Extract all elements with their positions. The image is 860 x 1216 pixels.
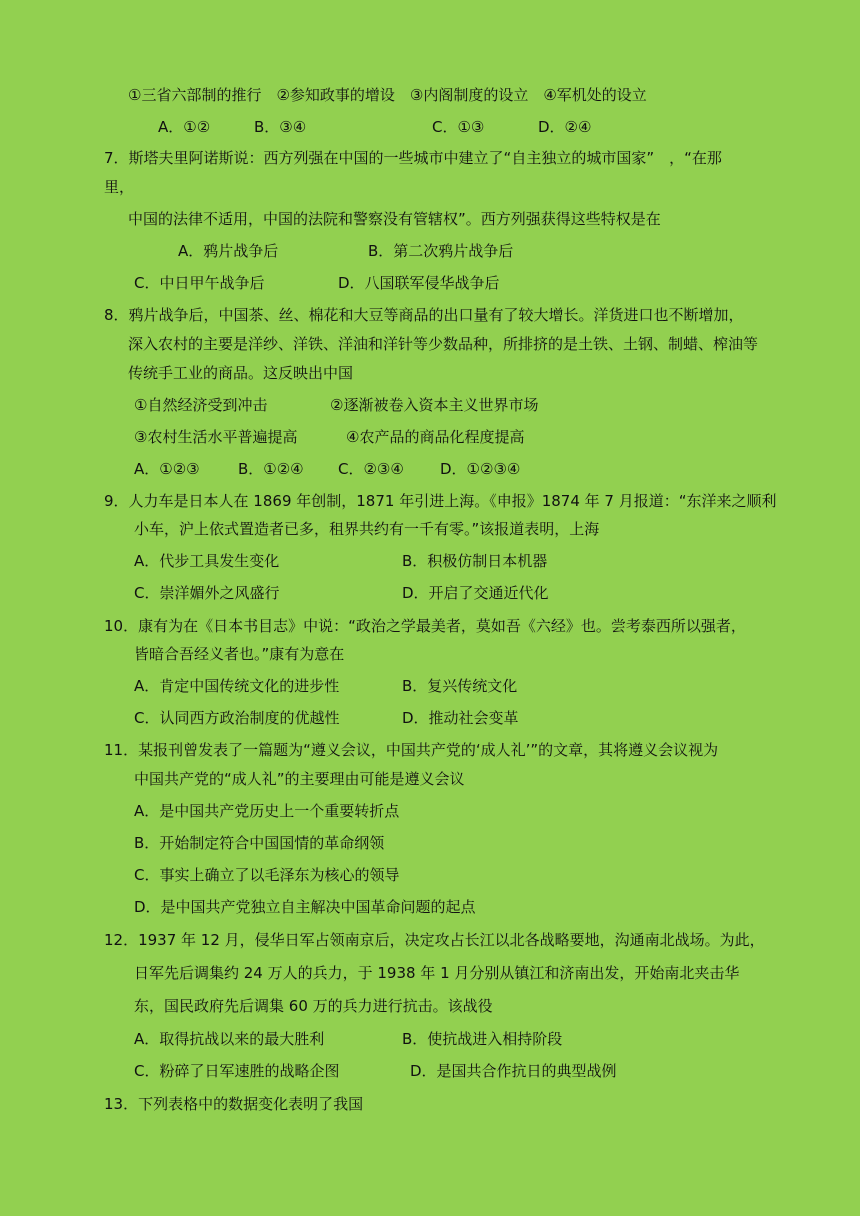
q12-option-b: B．使抗战进入相持阶段 [402,1030,563,1048]
q8-stem-line1: 8．鸦片战争后，中国茶、丝、棉花和大豆等商品的出口量有了较大增长。洋货进口也不断增加， [104,306,744,324]
q7-option-c: C．中日甲午战争后 [134,274,265,292]
q8-item-4: ④农产品的商品化程度提高 [346,428,525,446]
q7-stem-line3: 中国的法律不适用，中国的法院和警察没有管辖权”。西方列强获得这些特权是在 [128,210,661,228]
q6-option-d: D．②④ [538,118,592,136]
q7-stem-line1: 7．斯塔夫里阿诺斯说：西方列强在中国的一些城市中建立了“自主独立的城市国家” ，“在那 [104,149,722,167]
q9-option-b: B．积极仿制日本机器 [402,552,548,570]
q10-stem-line1: 10．康有为在《日本书目志》中说：“政治之学最美者，莫如吾《六经》也。尝考泰西所以强者， [104,617,746,635]
q10-option-a: A．肯定中国传统文化的进步性 [134,677,340,695]
q10-option-c: C．认同西方政治制度的优越性 [134,709,340,727]
q11-option-d: D．是中国共产党独立自主解决中国革命问题的起点 [134,898,476,916]
q10-option-b: B．复兴传统文化 [402,677,518,695]
q9-option-a: A．代步工具发生变化 [134,552,280,570]
q11-stem-line1: 11．某报刊曾发表了一篇题为“遵义会议，中国共产党的‘成人礼’”的文章，其将遵义会议视为 [104,741,719,759]
q6-option-c: C．①③ [432,118,485,136]
q12-stem-line3: 东，国民政府先后调集 60 万的兵力进行抗击。该战役 [134,997,493,1015]
q11-option-a: A．是中国共产党历史上一个重要转折点 [134,802,400,820]
q7-option-b: B．第二次鸦片战争后 [368,242,514,260]
q8-option-a: A．①②③ [134,460,200,478]
q8-option-d: D．①②③④ [440,460,521,478]
q7-stem-line2: 里， [104,178,135,196]
q11-option-b: B．开始制定符合中国国情的革命纲领 [134,834,385,852]
q8-stem-line3: 传统手工业的商品。这反映出中国 [128,364,354,382]
q8-item-2: ②逐渐被卷入资本主义世界市场 [330,396,539,414]
q9-option-d: D．开启了交通近代化 [402,584,549,602]
q12-option-c: C．粉碎了日军速胜的战略企图 [134,1062,340,1080]
q9-stem-line1: 9．人力车是日本人在 1869 年创制，1871 年引进上海。《申报》1874 年 7 月报道：“东洋来之顺利 [104,492,777,510]
q12-stem-line2: 日军先后调集约 24 万人的兵力，于 1938 年 1 月分别从镇江和济南出发，开始南北夹击华 [134,964,740,982]
q12-stem-line1: 12．1937 年 12 月，侵华日军占领南京后，决定攻占长江以北各战略要地，沟通南北战场。为此， [104,931,765,949]
q8-item-1: ①自然经济受到冲击 [134,396,268,414]
q6-option-b: B．③④ [254,118,307,136]
q12-option-a: A．取得抗战以来的最大胜利 [134,1030,325,1048]
q11-option-c: C．事实上确立了以毛泽东为核心的领导 [134,866,400,884]
q11-stem-line2: 中国共产党的“成人礼”的主要理由可能是遵义会议 [134,770,465,788]
q7-option-d: D．八国联军侵华战争后 [338,274,500,292]
q10-option-d: D．推动社会变革 [402,709,519,727]
q6-items: ①三省六部制的推行 ②参知政事的增设 ③内阁制度的设立 ④军机处的设立 [128,86,647,104]
q9-stem-line2: 小车，沪上依式置造者已多，租界共约有一千有零。”该报道表明，上海 [134,520,600,538]
q9-option-c: C．崇洋媚外之风盛行 [134,584,280,602]
q6-option-a: A．①② [158,118,211,136]
q12-option-d: D．是国共合作抗日的典型战例 [410,1062,617,1080]
q8-item-3: ③农村生活水平普遍提高 [134,428,298,446]
q8-option-b: B．①②④ [238,460,304,478]
q8-option-c: C．②③④ [338,460,404,478]
q13-stem-line1: 13．下列表格中的数据变化表明了我国 [104,1095,364,1113]
q7-option-a: A．鸦片战争后 [178,242,279,260]
q8-stem-line2: 深入农村的主要是洋纱、洋铁、洋油和洋针等少数品种，所排挤的是土铁、土钢、制蜡、榨油等 [128,335,759,353]
q10-stem-line2: 皆暗合吾经义者也。”康有为意在 [134,645,345,663]
